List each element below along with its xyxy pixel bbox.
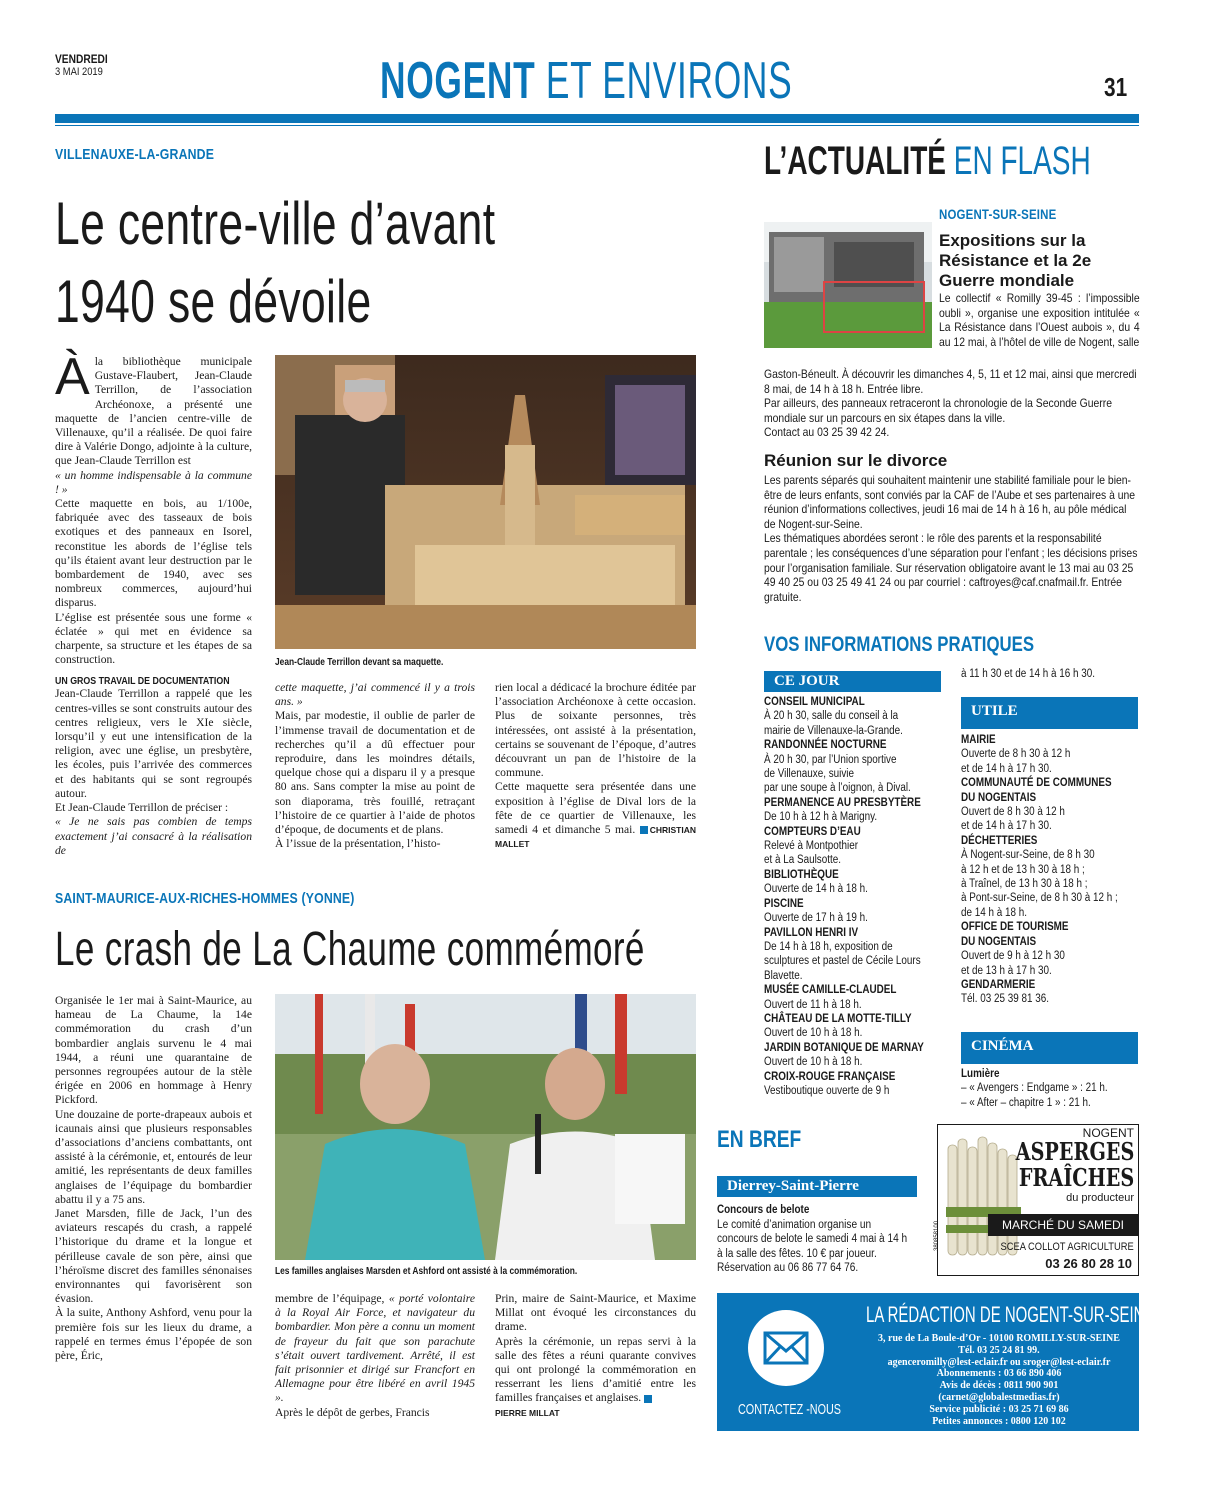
header-rule	[55, 114, 1139, 123]
article2-title: Le crash de La Chaume commémoré	[55, 923, 645, 976]
article1-col2	[275, 681, 475, 851]
ce-jour-item-line: de Villenauxe, suivie	[764, 768, 854, 781]
contact-label[interactable]: CONTACTEZ -NOUS	[738, 1401, 842, 1418]
ce-jour-item-title: COMPTEURS D’EAU	[764, 825, 861, 838]
ce-jour-item-line: Ouvert de 10 h à 18 h.	[764, 1027, 863, 1040]
signature-square-icon	[640, 826, 648, 834]
ce-jour-item-line: et à La Saulsotte.	[764, 854, 841, 867]
article2-caption: Les familles anglaises Marsden et Ashford ont assisté à la commémoration.	[275, 1266, 578, 1277]
article1-p1: la bibliothèque municipale Gustave-Flaubert, Jean-Claude Terrillon, de l’association Archéonoxe, a présenté une maquette de l’ancien centre-ville de Villenauxe, qu’il a réalisée. De quoi faire dire à Valérie Dongo, adjointe à la culture, que Jean-Claude Terrillon est	[55, 355, 252, 468]
utile-item-title: DÉCHETTERIES	[961, 834, 1038, 847]
flash-text1-b: Gaston-Béneult. À découvrir les dimanches 4, 5, 11 et 12 mai, ainsi que mercredi 8 mai, de 14 h à 18 h. Entrée libre.	[764, 367, 1137, 396]
cinema-line-1: – « Avengers : Endgame » : 21 h.	[961, 1082, 1108, 1095]
article2-p4: À la suite, Anthony Ashford, venu pour la première fois sur les lieux du drame, a rappelé en termes émus l’épopée de son père, Éric,	[55, 1306, 252, 1363]
ce-jour-item-title: MUSÉE CAMILLE-CLAUDEL	[764, 984, 897, 997]
utile-item-title: MAIRIE	[961, 734, 996, 746]
ce-jour-item-title: JARDIN BOTANIQUE DE MARNAY	[764, 1041, 924, 1054]
ce-jour-item-line: Ouverte de 14 h à 18 h.	[764, 883, 868, 896]
ce-jour-item-line: Ouvert de 10 h à 18 h.	[764, 1056, 863, 1069]
redaction-line: Tél. 03 25 24 81 99.	[958, 1344, 1040, 1356]
article2-col3-p1: Prin, maire de Saint-Maurice, et Maxime Millat ont évoqué les circonstances du drame.	[495, 1292, 696, 1334]
article1-p3: L’église est présentée sous une forme « éclatée » qui met en évidence sa charpente, sa structure et les étapes de sa construction.	[55, 610, 252, 667]
article2-col2	[275, 1292, 475, 1420]
ce-jour-list	[764, 695, 945, 1098]
info-section-title: VOS INFORMATIONS PRATIQUES	[764, 633, 1035, 656]
ce-jour-item-title: RANDONNÉE NOCTURNE	[764, 739, 887, 752]
article2-col2-quote: « porté volontaire à la Royal Air Force, et navigateur du bombardier. Mon père a connu un moment de frayeur du fait que son parachute s’était ouvert tardivement. Arrêté, il est fait prisonnier et dirigé sur Francfort en Allemagne pour être libéré en avril 1945 ».	[275, 1292, 475, 1405]
flash-headline1: Expositions sur la Résistance et la 2e Guerre mondiale	[939, 231, 1092, 290]
section-title-light: ET ENVIRONS	[545, 52, 793, 110]
article2-col3	[495, 1292, 696, 1420]
utile-item-line: et de 13 h à 17 h 30.	[961, 964, 1052, 977]
flash-title-light: EN FLASH	[953, 139, 1091, 183]
ce-jour-item-line: mairie de Villenauxe-la-Grande.	[764, 724, 903, 737]
ce-jour-item-line: Relevé à Montpothier	[764, 840, 859, 853]
article1-col2-p1: Mais, par modestie, il oublie de parler de l’immense travail de documentation et de recherches qu’il a dû effectuer pour reproduire, dans les moindres détails, quelque chose qui a disparu il y a presque 80 ans. Sans compter la mise au point de son diaporama, très fouillé, retraçant l’histoire de ce quartier à l’aide de photos d’époque, de documents et de plans.	[275, 709, 475, 837]
ce-jour-item-title: CONSEIL MUNICIPAL	[764, 696, 865, 708]
expo-photo-illustration	[764, 222, 932, 348]
article1-caption: Jean-Claude Terrillon devant sa maquette.	[275, 657, 444, 668]
cinema-name: Lumière	[961, 1068, 1000, 1080]
flash-text2-a: Les parents séparés qui souhaitent maintenir une stabilité familiale pour le bien-être de leurs enfants, sont conviés par la CAF de l’Aube et ses partenaires à une réunion d’informations collectives, jeudi 16 mai de 14 h à 16 h, au pôle médical de Nogent-sur-Seine.	[764, 473, 1136, 531]
article1-title-line2: 1940 se dévoile	[55, 268, 372, 335]
article1-p4: Jean-Claude Terrillon a rappelé que les centres-villes se sont construits autour des centres religieux, vers le XIe siècle, lorsqu’il y eut une intensification de la religion, avec une église, un presbytère, les écoles, puis l’arrivée des commerces et des habitants qui se sont regroupés autour.	[55, 687, 252, 800]
flash-text2-b: Les thématiques abordées seront : le rôle des parents et la responsabilité parentale ; les conséquences d’une séparation pour l’enfant ; les décisions prises pour l’organisation familiale. Sur réservation obligatoire avant le 13 mai au 03 25 49 40 25 ou 03 25 49 41 24 ou par courriel : caftroyes@caf.cnafmail.fr. Entrée gratuite.	[764, 531, 1138, 604]
article1-col2-quote: cette maquette, j’ai commencé il y a trois ans. »	[275, 681, 475, 709]
article2-p3: Janet Marsden, fille de Jack, l’un des aviateurs rescapés du crash, a rappelé l’historique du drame et la longue et périlleuse cavale de son père, ainsi que l’héroïsme discret des familles sénonaises environnantes qui favorisèrent son évasion.	[55, 1207, 252, 1306]
redaction-line: Avis de décès : 0811 900 901	[939, 1380, 1059, 1392]
redaction-line: (carnet@globalestmedias.fr)	[938, 1391, 1060, 1403]
flash-text1-d: Contact au 03 25 39 42 24.	[764, 425, 890, 440]
article2-col1	[55, 994, 252, 1363]
cinema-tag: CINÉMA	[961, 1032, 1138, 1064]
ce-jour-continued: à 11 h 30 et de 14 h à 16 h 30.	[961, 668, 1095, 680]
utile-list	[961, 733, 1142, 1007]
bref-tag: Dierrey-Saint-Pierre	[717, 1176, 917, 1197]
utile-item-line: À Nogent-sur-Seine, de 8 h 30	[961, 849, 1095, 862]
header-date: 3 MAI 2019	[55, 66, 103, 78]
article1-col3	[495, 681, 696, 851]
article1-col1	[55, 348, 252, 858]
article1-p1-quote: « un homme indispensable à la commune ! »	[55, 468, 252, 496]
flash-text1-c: Par ailleurs, des panneaux retraceront la chronologie de la Seconde Guerre mondiale sur un parcours en six étapes dans la ville.	[764, 396, 1112, 425]
page-number: 31	[1104, 72, 1128, 102]
ce-jour-item-line: Ouverte de 17 h à 19 h.	[764, 912, 868, 925]
bref-title: EN BREF	[717, 1126, 802, 1153]
flash-text1-rest	[764, 367, 1139, 440]
redaction-line: agenceromilly@lest-eclair.fr ou sroger@lest-eclair.fr	[887, 1356, 1111, 1368]
section-title-bold: NOGENT	[380, 52, 536, 110]
utile-item-title: GENDARMERIE	[961, 978, 1036, 991]
article2-photo	[275, 994, 696, 1260]
article2-col3-p2: Après la cérémonie, un repas servi à la salle des fêtes a réuni quarante convives qui ont prolongé la commémoration en resserrant les liens d’amitié entre les familles françaises et anglaises.	[495, 1334, 696, 1405]
utile-item-line: à Traînel, de 13 h 30 à 18 h ;	[961, 878, 1088, 891]
ce-jour-item-title: CROIX-ROUGE FRANÇAISE	[764, 1070, 896, 1083]
utile-item-title: DU NOGENTAIS	[961, 791, 1037, 804]
utile-tag: UTILE	[961, 697, 1138, 729]
article1-p5: Et Jean-Claude Terrillon de préciser :	[55, 801, 229, 815]
utile-item-line: et de 14 h à 17 h 30.	[961, 762, 1052, 775]
signature-square-icon	[644, 1395, 652, 1403]
utile-item-title: DU NOGENTAIS	[961, 935, 1037, 948]
ad-code: 380858100	[934, 1220, 940, 1251]
header-rule-thin	[55, 125, 1139, 126]
bref-headline: Concours de belote	[717, 1204, 810, 1216]
utile-item-line: et de 14 h à 17 h 30.	[961, 820, 1052, 833]
article1-col3-p1: rien local a dédicacé la brochure éditée par l’association Archéonoxe à cette occasion. Plus de soixante personnes, très intéressées, ont assisté à la présentation, certains se souvenant de l’époque, d’autres découvrant un pan de l’histoire de la commune.	[495, 681, 696, 780]
article1-p5-quote: « Je ne sais pas combien de temps exactement j’ai consacré à la réalisation de	[55, 815, 252, 857]
flash-photo	[764, 222, 932, 348]
utile-item-line: Tél. 03 25 39 81 36.	[961, 993, 1049, 1006]
utile-item-line: Ouverte de 8 h 30 à 12 h	[961, 748, 1071, 761]
utile-item-line: à Pont-sur-Seine, de 8 h 30 à 12 h ;	[961, 892, 1118, 905]
redaction-lines	[868, 1333, 1130, 1427]
ce-jour-item-line: De 10 h à 12 h à Marigny.	[764, 811, 878, 824]
article1-signature: CHRISTIAN MALLET	[495, 825, 696, 850]
article2-kicker: SAINT-MAURICE-AUX-RICHES-HOMMES (YONNE)	[55, 890, 355, 907]
ce-jour-item-line: Ouvert de 11 h à 18 h.	[764, 998, 862, 1011]
flash-title	[764, 138, 1231, 184]
article1-dropcap: À	[55, 348, 90, 406]
utile-item-line: Ouvert de 9 h à 12 h 30	[961, 950, 1065, 963]
article1-photo	[275, 355, 696, 649]
redaction-line: 3, rue de La Boule-d’Or - 10100 ROMILLY-SUR-SEINE	[878, 1333, 1120, 1344]
cinema-block	[961, 1067, 1108, 1110]
article2-p1: Organisée le 1er mai à Saint-Maurice, au hameau de La Chaume, la 14e commémoration du crash d’un bombardier anglais survenu le 4 mai 1944, a réuni une quarantaine de personnes regroupées autour de la stèle érigée en 2006 en hommage à Henry Pickford.	[55, 994, 252, 1107]
utile-item-title: COMMUNAUTÉ DE COMMUNES	[961, 777, 1112, 790]
ad-line2: FRAÎCHES	[1018, 1163, 1134, 1192]
asparagus-ad[interactable]	[934, 1124, 1139, 1276]
ad-line1: ASPERGES	[1015, 1137, 1134, 1166]
flash-headline2: Réunion sur le divorce	[764, 451, 948, 470]
ce-jour-item-line: À 20 h 30, salle du conseil à la	[764, 710, 899, 723]
article2-signature: PIERRE MILLAT	[495, 1407, 560, 1418]
article2-p2: Une douzaine de porte-drapeaux aubois et icaunais ainsi que plusieurs responsables d’associations d’anciens combattants, ont assisté à la cérémonie, et, entourés de leur amitié, les représentants de deux familles anglaises de l’équipage du bombardier abattu il y a 75 ans.	[55, 1107, 252, 1206]
cinema-line-2: – « After – chapitre 1 » : 21 h.	[961, 1096, 1091, 1109]
ad-line3: du producteur	[1066, 1192, 1134, 1204]
header-day: VENDREDI	[55, 52, 108, 66]
utile-item-line: de 14 h à 18 h.	[961, 906, 1027, 919]
ce-jour-item-title: BIBLIOTHÈQUE	[764, 868, 839, 881]
ad-town: NOGENT	[1082, 1126, 1134, 1140]
utile-item-line: Ouvert de 8 h 30 à 12 h	[961, 806, 1065, 819]
ce-jour-item-title: PAVILLON HENRI IV	[764, 926, 859, 939]
envelope-icon	[764, 1332, 808, 1364]
contact-button[interactable]	[738, 1304, 842, 1422]
redaction-line: Abonnements : 03 66 890 406	[936, 1368, 1062, 1380]
ce-jour-item-line: Blavette.	[764, 969, 803, 982]
article1-col3-p2: Cette maquette sera présentée dans une exposition à l’église de Dival lors de la fête de ce quartier de Villenauxe, les samedi 4 et dimanche 5 mai. CHRISTIAN MALLET	[495, 780, 696, 850]
article1-col2-p2: À l’issue de la présentation, l’histo-	[275, 837, 441, 851]
maquette-photo-illustration	[275, 355, 696, 649]
utile-item-line: à 12 h et de 13 h 30 à 18 h ;	[961, 863, 1085, 876]
ad-phone: 03 26 80 28 10	[1045, 1256, 1132, 1271]
ce-jour-item-line: À 20 h 30, par l’Union sportive	[764, 753, 897, 766]
ce-jour-item-line: par une soupe à l’oignon, à Dival.	[764, 782, 911, 795]
bref-text: Le comité d’animation organise un concours de belote le samedi 4 mai à 14 h à la salle des fêtes. 10 € par joueur. Réservation au 06 86 77 64 76.	[717, 1219, 908, 1275]
article1-p2: Cette maquette en bois, au 1/100e, fabriquée avec des tasseaux de bois exotiques et des panneaux en Isorel, reconstitue les abords de l’église tels qu’ils étaient avant leur destruction par le bombardement de 1940, avec ses nombreux commerces, aujourd’hui disparus.	[55, 497, 252, 610]
utile-item-title: OFFICE DE TOURISME	[961, 921, 1069, 934]
ce-jour-item-title: CHÂTEAU DE LA MOTTE-TILLY	[764, 1012, 912, 1025]
article1-kicker: VILLENAUXE-LA-GRANDE	[55, 146, 215, 163]
ad-company: SCEA COLLOT AGRICULTURE	[1000, 1241, 1134, 1253]
flash-text2	[764, 473, 1139, 604]
article1-subhead: UN GROS TRAVAIL DE DOCUMENTATION	[55, 675, 230, 688]
redaction-line: Service publicité : 03 25 71 69 86	[929, 1403, 1069, 1415]
article2-col2-p2: Après le dépôt de gerbes, Francis	[275, 1405, 430, 1419]
ce-jour-item-title: PISCINE	[764, 897, 804, 910]
article1-title-line1: Le centre-ville d’avant	[55, 190, 496, 257]
flash-text1-a: Le collectif « Romilly 39-45 : l’impossible oubli », organise une exposition intitulée « La Résistance dans l’Ouest aubois », du 4 au 12 mai, à l’hôtel de ville de Nogent, salle	[939, 291, 1140, 349]
section-title	[380, 52, 840, 110]
ad-banner: MARCHÉ DU SAMEDI	[988, 1214, 1138, 1236]
ce-jour-item-line: De 14 h à 18 h, exposition de	[764, 940, 893, 953]
flash-title-bold: L’ACTUALITÉ	[764, 139, 946, 183]
ce-jour-item-line: Vestiboutique ouverte de 9 h	[764, 1084, 890, 1097]
ce-jour-item-title: PERMANENCE AU PRESBYTÈRE	[764, 796, 921, 809]
redaction-line: Petites annonces : 0800 120 102	[932, 1415, 1066, 1427]
flash-kicker: NOGENT-SUR-SEINE	[939, 206, 1057, 222]
redaction-title: LA RÉDACTION DE NOGENT-SUR-SEINE	[866, 1302, 1155, 1327]
article2-col2-p1: membre de l’équipage, « porté volontaire à la Royal Air Force, et navigateur du bombardier. Mon père a connu un moment de frayeur du fait que son parachute s’était ouvert tardivement. Arrêté, il est fait prisonnier et dirigé sur Francfort en Allemagne pour être libéré en avril 1945 ».	[275, 1292, 475, 1405]
ce-jour-tag: CE JOUR	[764, 671, 941, 692]
ceremony-photo-illustration	[275, 994, 696, 1260]
ce-jour-item-line: sculptures et pastel de Cécile Lours	[764, 955, 921, 968]
